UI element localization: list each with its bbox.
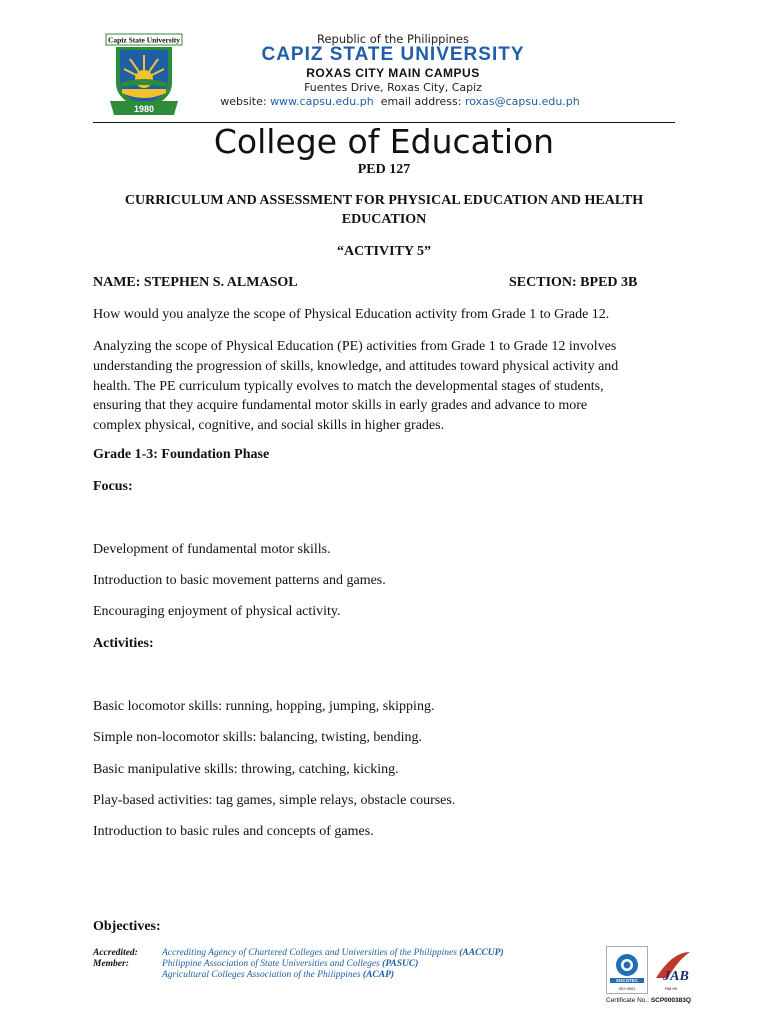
email-link[interactable]: roxas@capsu.edu.ph bbox=[464, 95, 580, 108]
answer-line: Analyzing the scope of Physical Education (PE) activities from Grade 1 to Grade 12 involves bbox=[93, 339, 617, 354]
answer-line: ensuring that they acquire fundamental motor skills in early grades and advance to more bbox=[93, 398, 588, 414]
focus-item: Introduction to basic movement patterns and games. bbox=[93, 573, 386, 588]
student-section: SECTION: BPED 3B bbox=[509, 275, 638, 290]
student-name: NAME: STEPHEN S. ALMASOL bbox=[93, 275, 298, 290]
socotec-iso-badge-icon bbox=[606, 946, 648, 994]
focus-heading: Focus: bbox=[93, 479, 133, 494]
accreditor-aaccup bbox=[162, 948, 504, 958]
activity-item: Basic locomotor skills: running, hopping, jumping, skipping. bbox=[93, 699, 435, 714]
objectives-heading: Objectives: bbox=[93, 919, 161, 934]
seal-top-text: Capiz State University bbox=[107, 35, 181, 45]
seal-year-text: 1980 bbox=[133, 104, 155, 114]
jab-name: JAB bbox=[663, 969, 689, 984]
university-name: CAPIZ STATE UNIVERSITY bbox=[261, 44, 525, 65]
activity-title: “ACTIVITY 5” bbox=[337, 244, 431, 259]
focus-item: Encouraging enjoyment of physical activity. bbox=[93, 604, 341, 619]
grade-heading: Grade 1-3: Foundation Phase bbox=[93, 447, 270, 462]
website-link[interactable]: www.capsu.edu.ph bbox=[270, 95, 374, 108]
college-title: College of Education bbox=[213, 122, 555, 161]
accredited-label: Accredited: bbox=[93, 948, 138, 958]
accreditor-abbr: (AACCUP) bbox=[459, 948, 504, 958]
certificate-label: Certificate No.: bbox=[606, 997, 649, 1004]
activities-heading: Activities: bbox=[93, 636, 154, 651]
activity-item: Introduction to basic rules and concepts of games. bbox=[93, 824, 374, 839]
jab-accreditation-badge-icon bbox=[650, 946, 692, 994]
certificate-number bbox=[606, 997, 691, 1004]
member-acap bbox=[162, 970, 394, 980]
answer-paragraph bbox=[93, 337, 678, 436]
course-code: PED 127 bbox=[357, 162, 411, 177]
answer-line: health. The PE curriculum typically evolves to match the developmental stages of students, bbox=[93, 378, 604, 394]
focus-item: Development of fundamental motor skills. bbox=[93, 542, 331, 557]
question-text: How would you analyze the scope of Physical Education activity from Grade 1 to Grade 12. bbox=[93, 307, 610, 322]
activity-item: Basic manipulative skills: throwing, catching, kicking. bbox=[93, 762, 399, 777]
socotec-sub: ISO 9001 bbox=[618, 986, 636, 991]
email-label: email address: bbox=[380, 95, 462, 108]
member-name: Philippine Association of State Universities and Colleges bbox=[162, 959, 380, 969]
website-label: website: bbox=[220, 95, 267, 108]
member-abbr: (ACAP) bbox=[362, 970, 395, 980]
answer-line: understanding the progression of skills, knowledge, and attitudes toward physical activity and bbox=[93, 358, 619, 374]
course-title-line-2: EDUCATION bbox=[341, 212, 427, 227]
member-abbr: (PASUC) bbox=[382, 959, 419, 969]
activity-item: Play-based activities: tag games, simple relays, obstacle courses. bbox=[93, 793, 456, 808]
course-title-line-1: CURRICULUM AND ASSESSMENT FOR PHYSICAL EDUCATION AND HEALTH bbox=[124, 193, 644, 208]
jab-sub: RM-99 bbox=[664, 986, 678, 991]
campus-name: ROXAS CITY MAIN CAMPUS bbox=[306, 66, 480, 80]
member-name: Agricultural Colleges Association of the Philippines bbox=[162, 970, 361, 980]
republic-line: Republic of the Philippines bbox=[316, 32, 470, 46]
answer-line: complex physical, cognitive, and social skills in higher grades. bbox=[93, 418, 445, 434]
contact-line bbox=[214, 95, 586, 108]
socotec-name: SOCOTEC bbox=[615, 978, 639, 983]
campus-address: Fuentes Drive, Roxas City, Capiz bbox=[304, 81, 482, 94]
accreditor-name: Accrediting Agency of Chartered Colleges and Universities of the Philippines bbox=[162, 948, 457, 958]
capsu-seal-icon bbox=[104, 31, 184, 117]
member-label: Member: bbox=[93, 959, 129, 969]
member-pasuc bbox=[162, 959, 418, 969]
activity-item: Simple non-locomotor skills: balancing, twisting, bending. bbox=[93, 730, 422, 745]
certificate-value: SCP000383Q bbox=[650, 997, 691, 1004]
